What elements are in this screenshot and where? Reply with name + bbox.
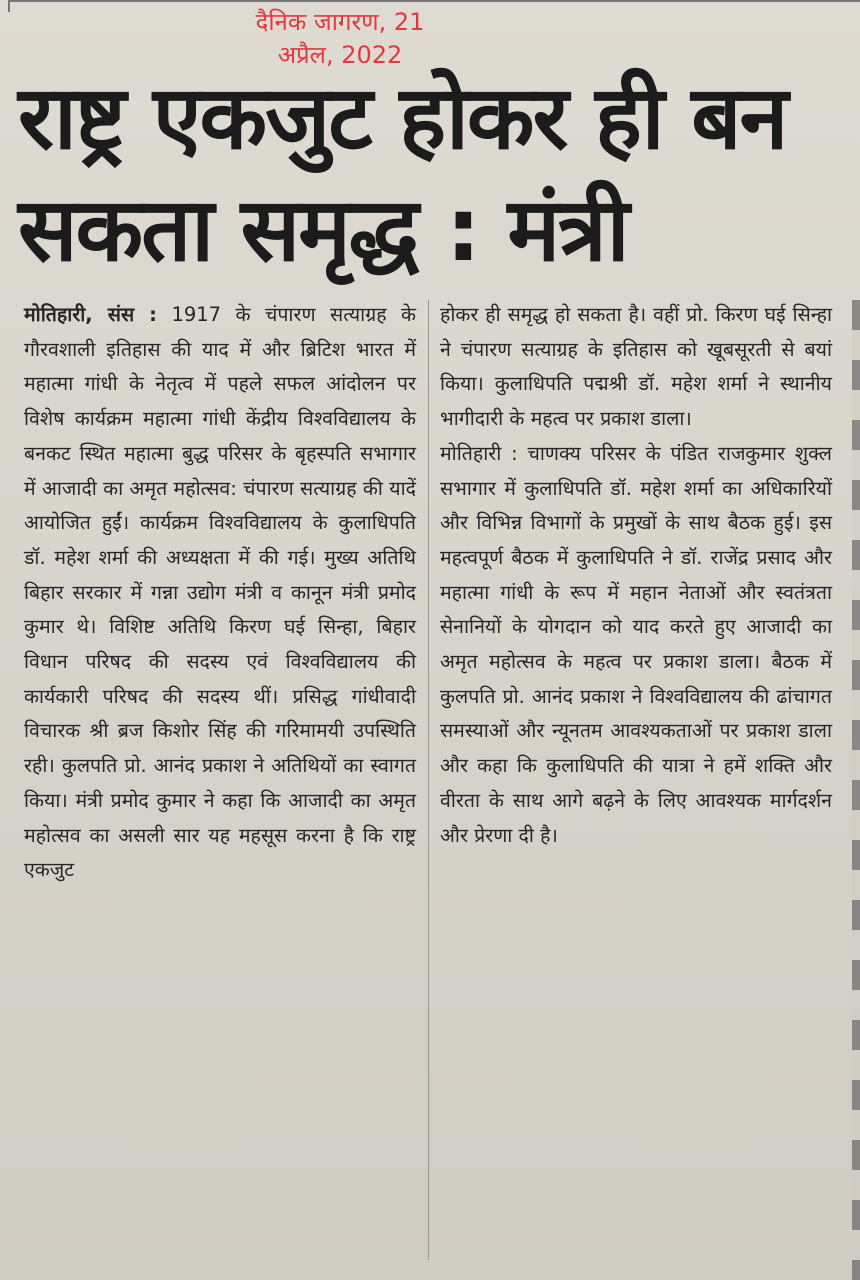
left-column-text: 1917 के चंपारण सत्याग्रह के गौरवशाली इतिहास की याद में और ब्रिटिश भारत में महात्मा गांधी के नेतृत्व में पहले सफल आंदोलन पर विशेष कार्यक्रम महात्मा गांधी केंद्रीय विश्वविद्यालय के बनकट स्थित महात्मा बुद्ध परिसर के बृहस्पति सभागार में आजादी का अमृत महोत्सव: चंपारण सत्याग्रह की यादें आयोजित हुईं। कार्यक्रम विश्वविद्यालय के कुलाधिपति डॉ. महेश शर्मा की अध्यक्षता में की गई। मुख्य अतिथि बिहार सरकार में गन्ना उद्योग मंत्री व कानून मंत्री प्रमोद कुमार थे। विशिष्ट अतिथि किरण घई सिन्हा, बिहार विधान परिषद की सदस्य एवं विश्वविद्यालय की कार्यकारी परिषद की सदस्य थीं। प्रसिद्ध गांधीवादी विचारक श्री ब्रज किशोर सिंह की गरिमामयी उपस्थिति रही। कुलपति प्रो. आनंद प्रकाश ने अतिथियों का स्वागत किया। मंत्री प्रमोद कुमार ने कहा कि आजादी का अमृत महोत्सव का असली सार यह महसूस करना है कि राष्ट्र एकजुट (24, 303, 417, 882)
column-divider (428, 300, 429, 1260)
article-paragraph: मोतिहारी : चाणक्य परिसर के पंडित राजकुमार शुक्ल सभागार में कुलाधिपति डॉ. महेश शर्मा का अधिकारियों और विभिन्न विभागों के प्रमुखों के साथ बैठक हुई। इस महत्वपूर्ण बैठक में कुलाधिपति ने डॉ. राजेंद्र प्रसाद और महात्मा गांधी के रूप में महान नेताओं और स्वतंत्रता सेनानियों के योगदान को याद करते हुए आजादी का अमृत महोत्सव के महत्व पर प्रकाश डाला। बैठक में कुलपति प्रो. आनंद प्रकाश ने विश्वविद्यालय की ढांचागत समस्याओं और न्यूनतम आवश्यकताओं पर प्रकाश डाला और कहा कि कुलाधिपति की यात्रा ने हमें शक्ति और वीरता के साथ आगे बढ़ने के लिए आवश्यक मार्गदर्शन और प्रेरणा दी है। (440, 441, 832, 847)
adjacent-column-edge (852, 300, 860, 1280)
article-column-right (440, 298, 832, 853)
dateline: मोतिहारी, संस : (24, 303, 157, 326)
article-paragraph (24, 298, 416, 888)
article-column-left (24, 298, 416, 888)
article-paragraph: होकर ही समृद्ध हो सकता है। वहीं प्रो. किरण घई सिन्हा ने चंपारण सत्याग्रह के इतिहास को खूबसूरती से बयां किया। कुलाधिपति पद्मश्री डॉ. महेश शर्मा ने स्थानीय भागीदारी के महत्व पर प्रकाश डाला। (440, 303, 832, 431)
source-line-2: अप्रैल, 2022 (277, 41, 403, 69)
headline: राष्ट्र एकजुट होकर ही बन सकता समृद्ध : मंत्री (18, 66, 787, 281)
source-line-1: दैनिक जागरण, 21 (255, 8, 425, 36)
